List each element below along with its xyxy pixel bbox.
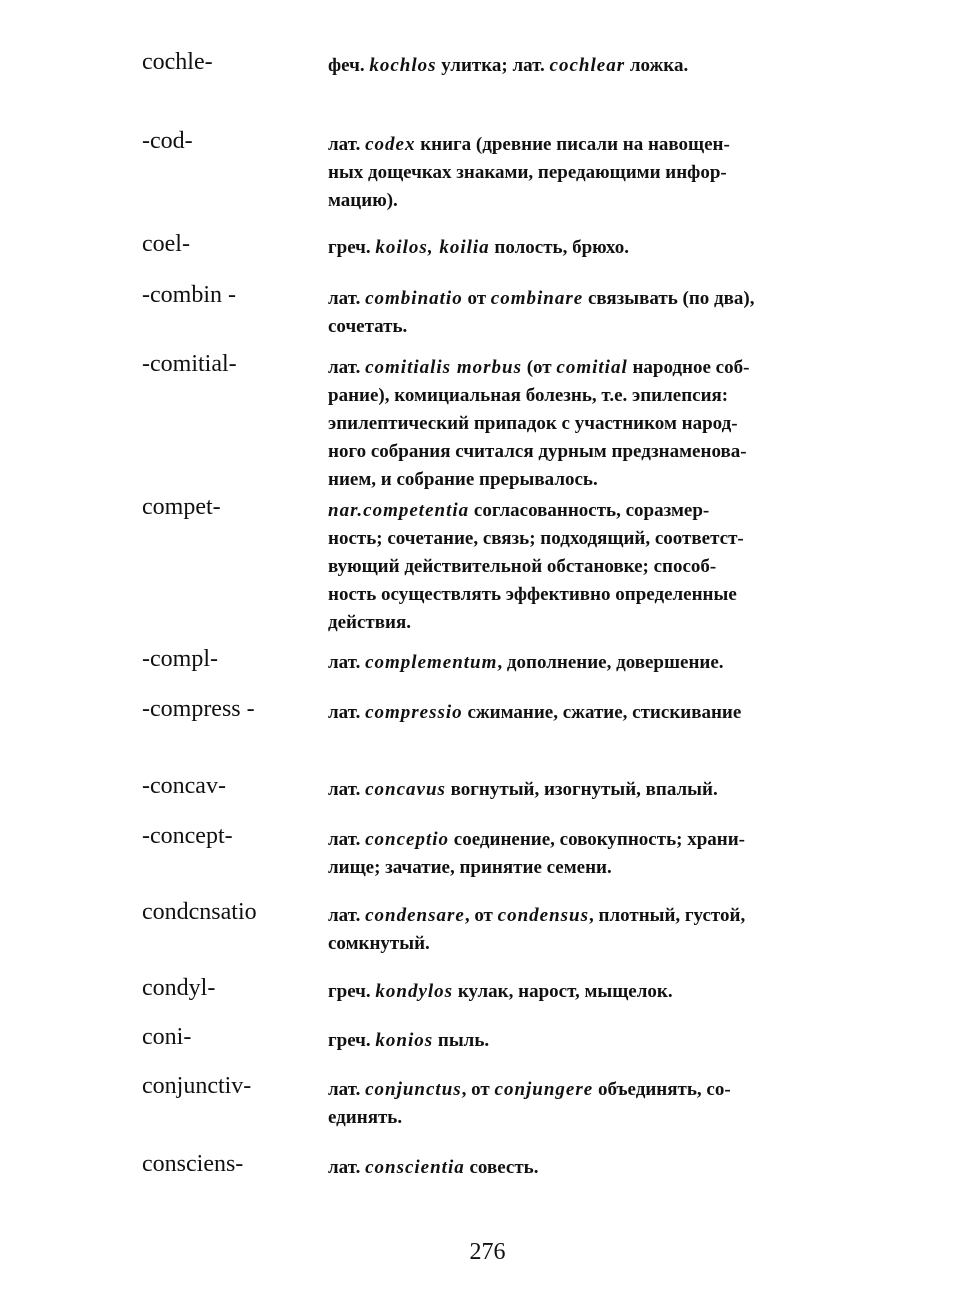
definition-text: (от — [521, 357, 557, 378]
entry-definition — [328, 1076, 838, 1132]
definition-text: лат. — [328, 288, 366, 309]
definition-line — [328, 354, 838, 382]
etymon-word: comitial — [556, 357, 628, 378]
entry-term: cochle- — [142, 49, 213, 75]
entry-definition — [328, 776, 838, 804]
definition-text: ложка. — [625, 55, 689, 76]
definition-text: связывать (по два), — [583, 288, 755, 309]
definition-line — [328, 978, 838, 1006]
entry-term: condyl- — [142, 975, 216, 1001]
definition-text: вующий действительной обстановке; способ- — [328, 556, 717, 577]
entry-term: consciens- — [142, 1151, 244, 1177]
definition-text: лат. — [328, 652, 366, 673]
entry-definition — [328, 234, 838, 262]
definition-line — [328, 1154, 838, 1182]
definition-text: греч. — [328, 1030, 376, 1051]
entry-definition — [328, 699, 838, 727]
definition-line — [328, 466, 838, 494]
definition-text: улитка; лат. — [436, 55, 550, 76]
entry-definition — [328, 902, 838, 958]
definition-text: сочетать. — [328, 316, 408, 337]
definition-text: согласованность, соразмер- — [469, 500, 710, 521]
entry-definition — [328, 1154, 838, 1182]
etymon-word: nar.competentia — [328, 500, 470, 521]
definition-text: ность; сочетание, связь; подходящий, соответст- — [328, 528, 744, 549]
definition-text: лат. — [328, 1079, 366, 1100]
entry-definition — [328, 826, 838, 882]
definition-text: книга (древние писали на навощен- — [415, 134, 730, 155]
entry-definition — [328, 354, 838, 494]
definition-line — [328, 131, 838, 159]
definition-text: единять. — [328, 1107, 403, 1128]
definition-text: нием, и собрание прерывалось. — [328, 469, 598, 490]
definition-line — [328, 553, 838, 581]
definition-text: греч. — [328, 981, 376, 1002]
definition-line — [328, 609, 838, 637]
definition-text: мацию). — [328, 190, 398, 211]
page-number: 276 — [469, 1239, 506, 1265]
entry-term: -cod- — [142, 128, 193, 154]
definition-text: народное соб- — [627, 357, 750, 378]
definition-text: совесть. — [464, 1157, 539, 1178]
definition-line — [328, 854, 838, 882]
etymon-word: kochlos — [369, 55, 437, 76]
definition-line — [328, 159, 838, 187]
etymon-word: konios — [375, 1030, 434, 1051]
definition-line — [328, 313, 838, 341]
etymon-word: cochlear — [549, 55, 626, 76]
definition-line — [328, 285, 838, 313]
definition-text: , дополнение, довершение. — [497, 652, 724, 673]
definition-text: , плотный, густой, — [589, 905, 746, 926]
entry-term: conjunctiv- — [142, 1073, 252, 1099]
definition-line — [328, 699, 838, 727]
definition-line — [328, 826, 838, 854]
definition-line — [328, 930, 838, 958]
etymon-word: conjunctus — [365, 1079, 462, 1100]
definition-text: лат. — [328, 829, 366, 850]
definition-line — [328, 234, 838, 262]
etymon-word: combinare — [490, 288, 584, 309]
definition-text: лат. — [328, 357, 366, 378]
etymon-word: codex — [365, 134, 416, 155]
definition-text: лат. — [328, 1157, 366, 1178]
entry-definition — [328, 978, 838, 1006]
entry-term: -compress - — [142, 696, 255, 722]
definition-text: полость, брюхо. — [489, 237, 629, 258]
entry-term: compet- — [142, 494, 221, 520]
definition-text: вогнутый, изогнутый, впалый. — [445, 779, 718, 800]
definition-text: сжимание, сжатие, стискивание — [462, 702, 742, 723]
definition-line — [328, 525, 838, 553]
etymon-word: condensus — [497, 905, 590, 926]
entry-definition — [328, 1027, 838, 1055]
entry-term: -comitial- — [142, 351, 237, 377]
definition-text: кулак, нарост, мыщелок. — [453, 981, 673, 1002]
etymon-word: compressio — [365, 702, 463, 723]
etymon-word: complementum — [365, 652, 498, 673]
definition-text: эпилептический припадок с участником народ- — [328, 413, 738, 434]
definition-text: греч. — [328, 237, 376, 258]
entry-term: -compl- — [142, 646, 218, 672]
etymon-word: comitialis morbus — [365, 357, 522, 378]
definition-text: ного собрания считался дурным предзнаменова- — [328, 441, 747, 462]
definition-text: ных дощечках знаками, передающими инфор- — [328, 162, 727, 183]
etymon-word: conscientia — [365, 1157, 465, 1178]
definition-line — [328, 902, 838, 930]
definition-line — [328, 497, 838, 525]
definition-text: пыль. — [433, 1030, 490, 1051]
entry-definition — [328, 131, 838, 215]
entry-definition — [328, 52, 838, 80]
definition-text: сомкнутый. — [328, 933, 430, 954]
definition-line — [328, 1076, 838, 1104]
definition-text: , от — [461, 1079, 495, 1100]
entry-term: -concept- — [142, 823, 233, 849]
definition-line — [328, 581, 838, 609]
definition-text: феч. — [328, 55, 370, 76]
definition-text: лат. — [328, 905, 366, 926]
definition-text: , от — [464, 905, 498, 926]
definition-text: ность осуществлять эффективно определенные — [328, 584, 737, 605]
definition-line — [328, 410, 838, 438]
definition-text: лат. — [328, 779, 366, 800]
etymon-word: condensare — [365, 905, 465, 926]
etymon-word: kondylos — [375, 981, 454, 1002]
definition-line — [328, 1104, 838, 1132]
entry-term: coni- — [142, 1024, 192, 1050]
definition-text: рание), комициальная болезнь, т.е. эпилепсия: — [328, 385, 729, 406]
definition-line — [328, 1027, 838, 1055]
etymon-word: conceptio — [365, 829, 450, 850]
entry-term: -concav- — [142, 773, 226, 799]
entry-term: -combin - — [142, 282, 236, 308]
definition-line — [328, 52, 838, 80]
etymon-word: combinatio — [365, 288, 463, 309]
definition-line — [328, 776, 838, 804]
definition-text: лище; зачатие, принятие семени. — [328, 857, 612, 878]
definition-text: лат. — [328, 134, 366, 155]
definition-line — [328, 382, 838, 410]
etymon-word: concavus — [365, 779, 446, 800]
entry-definition — [328, 497, 838, 637]
definition-text: объединять, со- — [593, 1079, 731, 1100]
entry-term: coel- — [142, 231, 190, 257]
etymon-word: koilos, koilia — [375, 237, 490, 258]
etymon-word: conjungere — [494, 1079, 594, 1100]
entry-term: condcnsatio — [142, 899, 257, 925]
entry-definition — [328, 285, 838, 341]
definition-text: от — [462, 288, 491, 309]
entry-definition — [328, 649, 838, 677]
definition-text: действия. — [328, 612, 411, 633]
definition-line — [328, 649, 838, 677]
definition-text: лат. — [328, 702, 366, 723]
definition-text: соединение, совокупность; храни- — [449, 829, 745, 850]
definition-line — [328, 438, 838, 466]
definition-line — [328, 187, 838, 215]
